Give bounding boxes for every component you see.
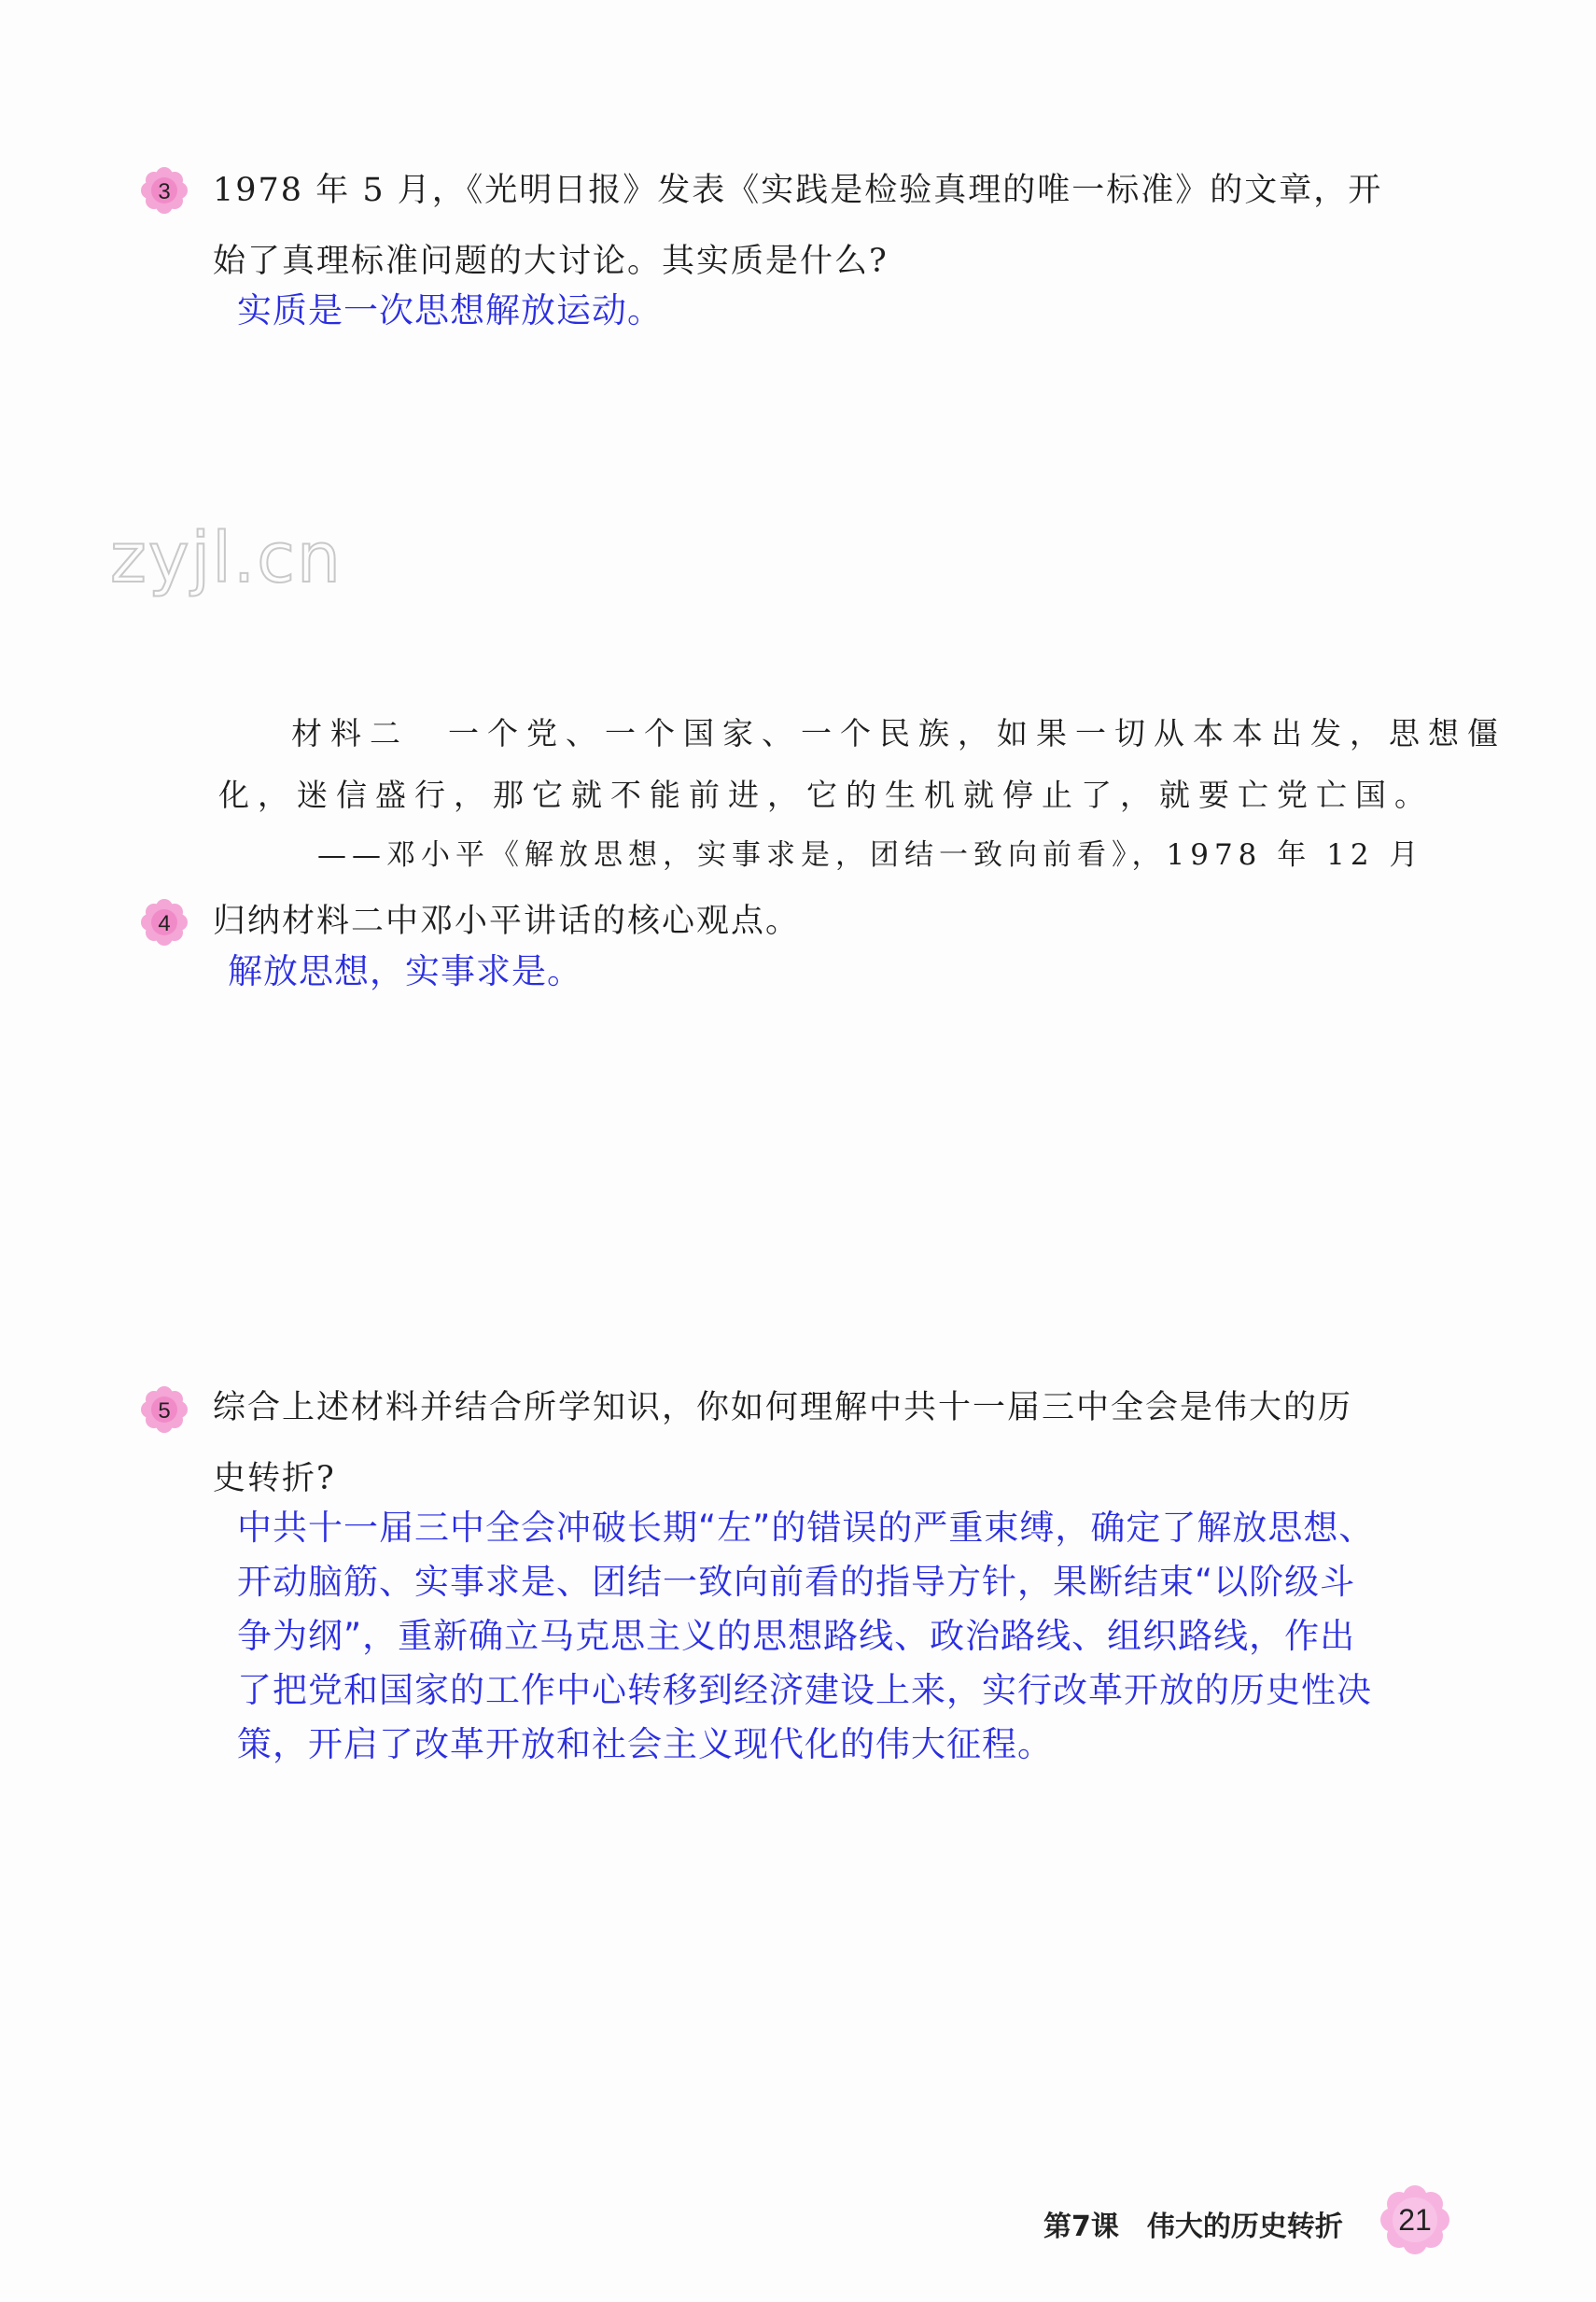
question-3-line-1: 1978 年 5 月，《光明日报》发表《实践是检验真理的唯一标准》的文章，开	[213, 172, 1383, 209]
question-3-flower-icon	[140, 166, 189, 215]
question-5-answer-line-3: 争为纲”，重新确立马克思主义的思想路线、政治路线、组织路线，作出	[237, 1616, 1356, 1656]
question-5-number: 5	[158, 1398, 171, 1424]
question-3-line-2: 始了真理标准问题的大讨论。其实质是什么?	[213, 243, 889, 280]
question-3-answer: 实质是一次思想解放运动。	[237, 290, 663, 330]
question-5-answer-line-2: 开动脑筋、实事求是、团结一致向前看的指导方针，果断结束“以阶级斗	[237, 1562, 1356, 1602]
page-number: 21	[1398, 2203, 1432, 2237]
question-5-answer-line-4: 了把党和国家的工作中心转移到经济建设上来，实行改革开放的历史性决	[237, 1670, 1372, 1710]
question-5-line-2: 史转折?	[213, 1460, 336, 1497]
question-4-answer: 解放思想，实事求是。	[228, 951, 582, 991]
question-4-text: 归纳材料二中邓小平讲话的核心观点。	[213, 903, 801, 940]
question-5-answer-line-1: 中共十一届三中全会冲破长期“左”的错误的严重束缚，确定了解放思想、	[237, 1508, 1375, 1548]
page-number-badge	[1379, 2184, 1450, 2255]
question-5-line-1: 综合上述材料并结合所学知识，你如何理解中共十一届三中全会是伟大的历	[213, 1389, 1353, 1426]
question-5-flower-icon	[140, 1385, 189, 1434]
question-5-answer-line-5: 策，开启了改革开放和社会主义现代化的伟大征程。	[237, 1724, 1053, 1764]
watermark: zyjl.cn	[110, 518, 343, 598]
lesson-title: 第7课 伟大的历史转折	[1043, 2211, 1343, 2243]
question-4-flower-icon	[140, 898, 189, 947]
material-2-line-2: 化，迷信盛行，那它就不能前进，它的生机就停止了，就要亡党亡国。	[218, 777, 1434, 813]
material-2-line-1: 材料二 一个党、一个国家、一个民族，如果一切从本本出发，思想僵	[291, 715, 1506, 751]
question-3-number: 3	[158, 179, 171, 204]
question-4-number: 4	[158, 911, 171, 936]
material-2-source: ——邓小平《解放思想，实事求是，团结一致向前看》，1978 年 12 月	[317, 838, 1424, 872]
